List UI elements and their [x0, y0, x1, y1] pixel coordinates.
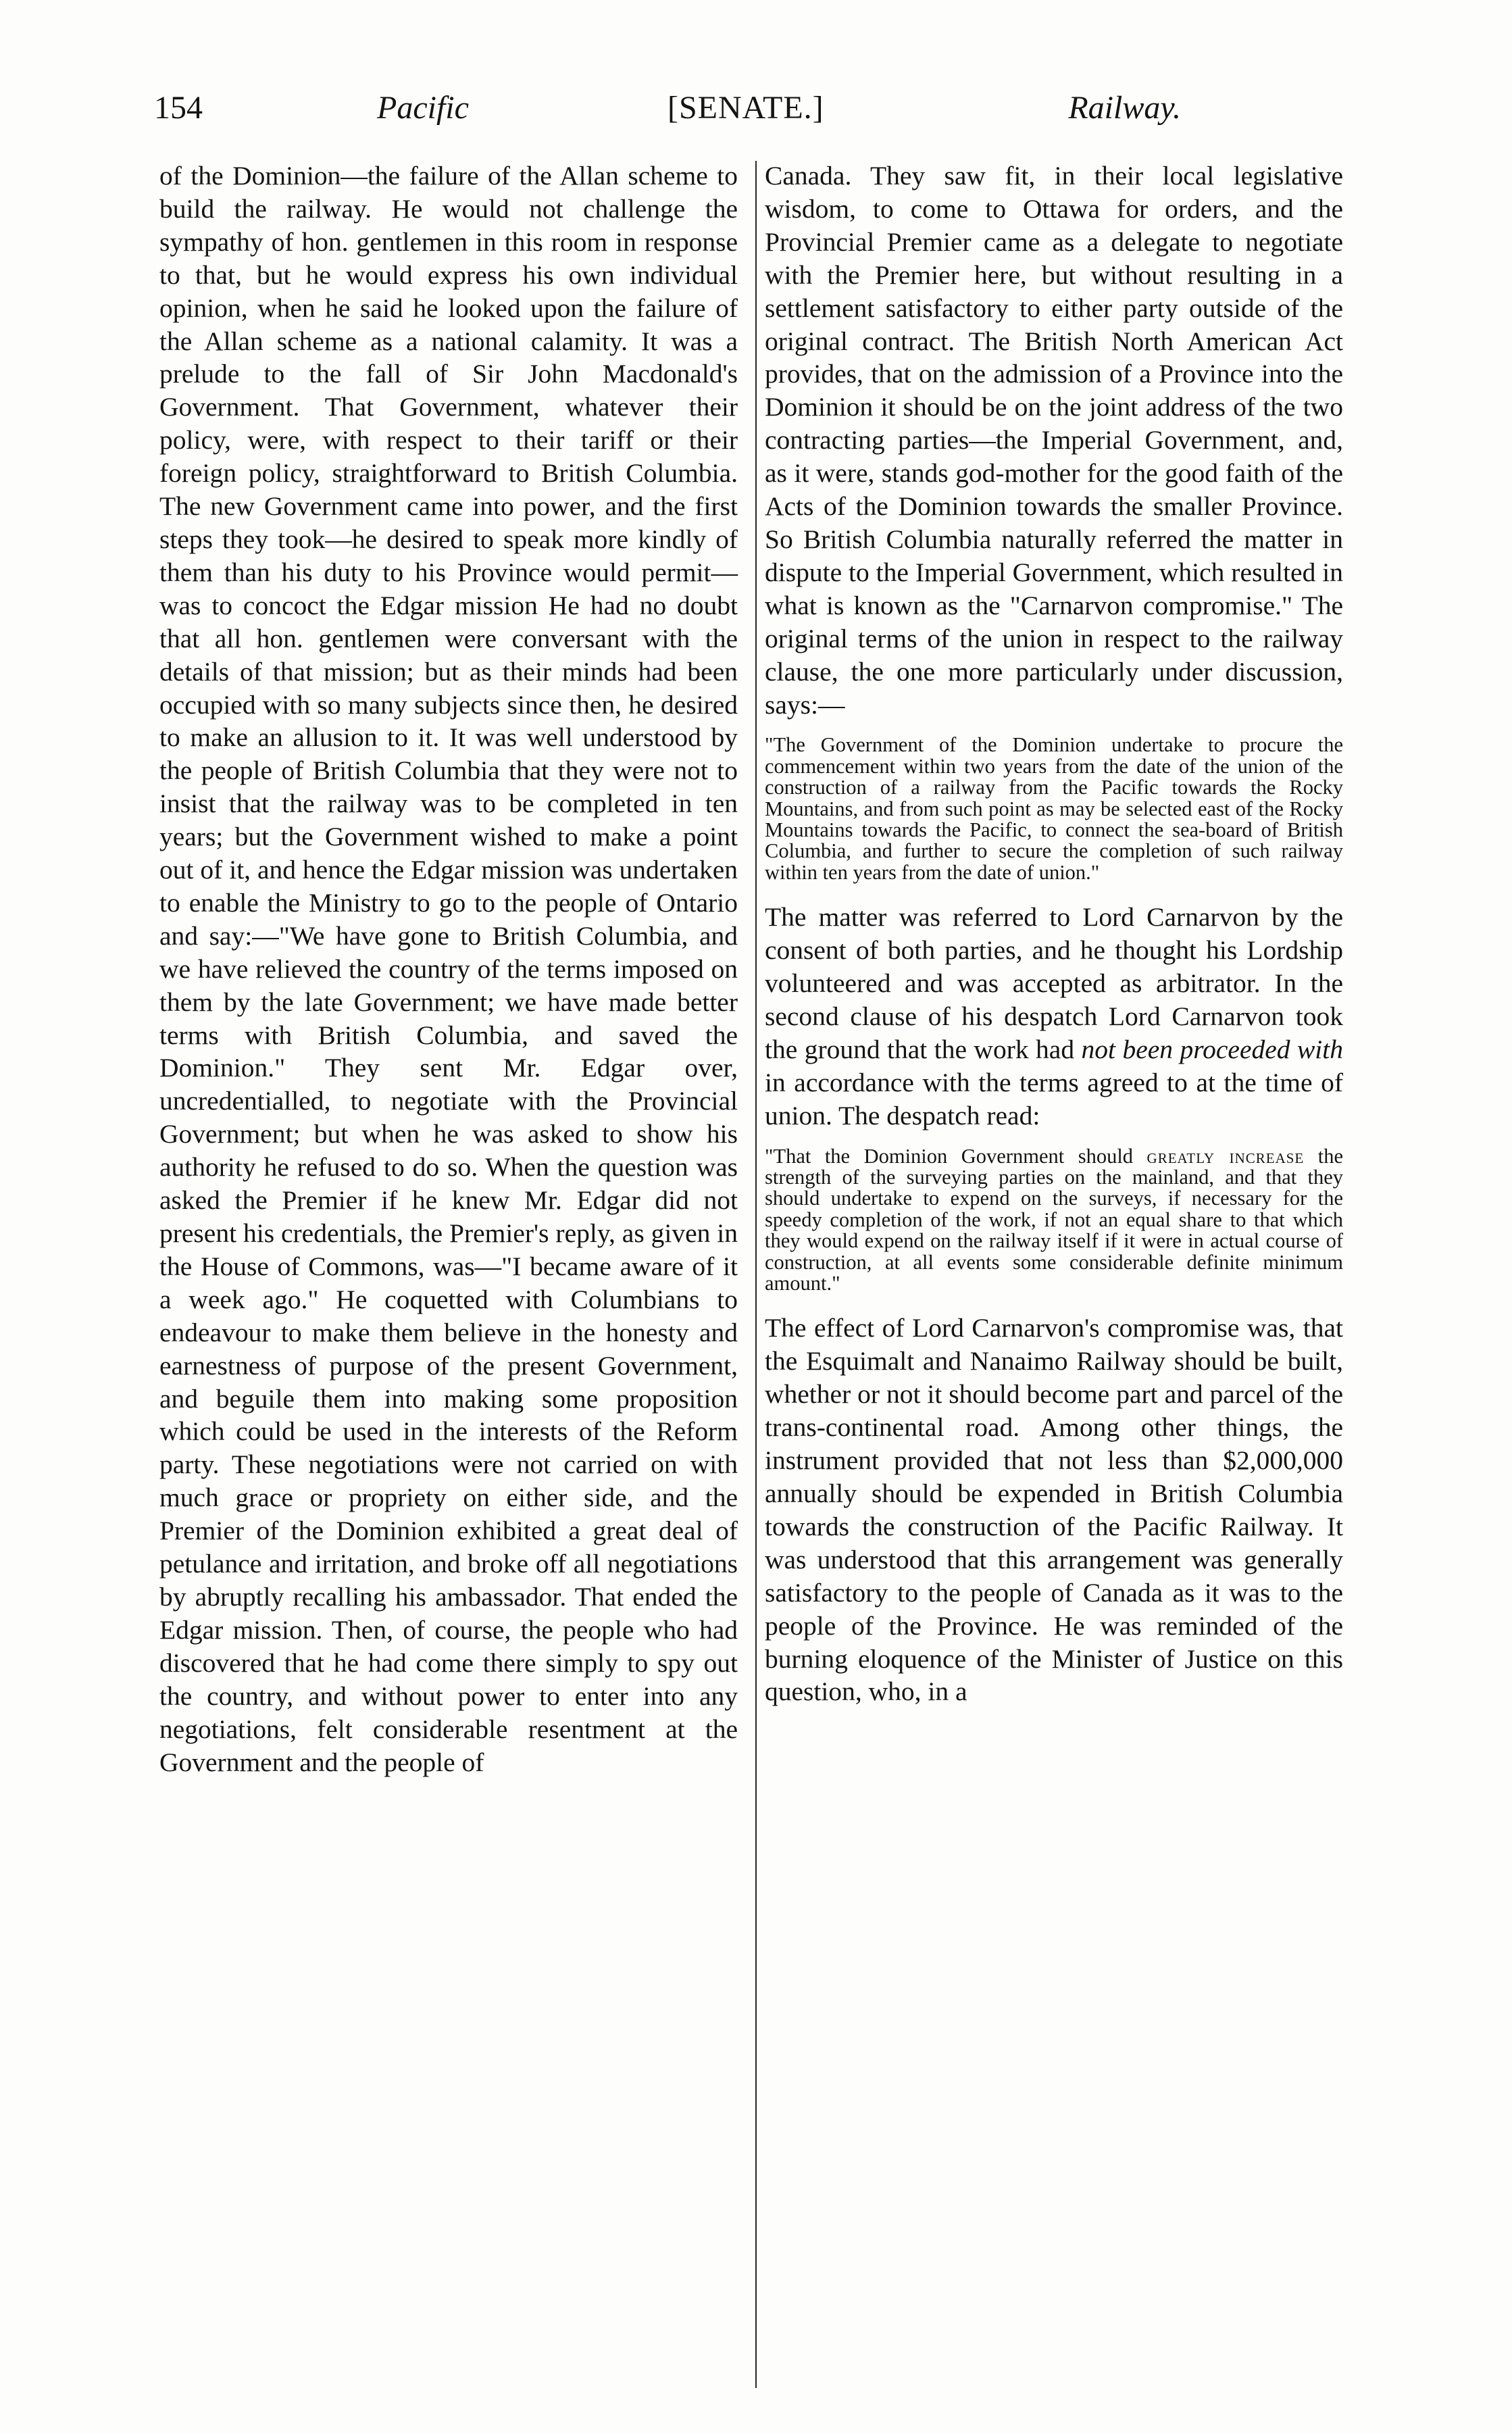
quoted-despatch	[765, 1146, 1343, 1295]
quote-text: "That the Dominion Government should	[765, 1144, 1147, 1168]
header-center-title: [SENATE.]	[667, 90, 824, 126]
paragraph-text: The matter was referred to Lord Carnarvon by the consent of both parties, and he thought his Lordship volunteered and was accepted as arbitrator. In the second clause of his despatch Lord Carnarvon took the ground that the work had	[765, 902, 1343, 1064]
header-right-title: Railway.	[1068, 90, 1181, 126]
italic-phrase: not been proceeded with	[1081, 1034, 1344, 1064]
right-column-paragraph-2	[765, 901, 1343, 1132]
left-column-paragraph: of the Dominion—the failure of the Allan scheme to build the railway. He would not challenge the sympathy of hon. gentlemen in this room in response to that, but he would express his own individual opinion, when he said he looked upon the failure of the Allan scheme as a national calamity. It was a prelude to the fall of Sir John Macdonald's Government. That Government, whatever their policy, were, with respect to their tariff or their foreign policy, straightforward to British Columbia. The new Government came into power, and the first steps they took—he desired to speak more kindly of them than his duty to his Province would permit—was to concoct the Edgar mission He had no doubt that all hon. gentlemen were conversant with the details of that mission; but as their minds had been occupied with so many subjects since then, he desired to make an allusion to it. It was well understood by the people of British Columbia that they were not to insist that the railway was to be completed in ten years; but the Government wished to make a point out of it, and hence the Edgar mission was undertaken to enable the Ministry to go to the people of Ontario and say:—"We have gone to British Columbia, and we have relieved the country of the terms imposed on them by the late Government; we have made better terms with British Columbia, and saved the Dominion." They sent Mr. Edgar over, uncredentialled, to negotiate with the Provincial Government; but when he was asked to show his authority he refused to do so. When the question was asked the Premier if he knew Mr. Edgar did not present his credentials, the Premier's reply, as given in the House of Commons, was—"I became aware of it a week ago." He coquetted with Columbians to endeavour to make them believe in the honesty and earnestness of purpose of the present Government, and beguile them into making some proposition which could be used in the interests of the Reform party. These negotiations were not carried on with much grace or propriety on either side, and the Premier of the Dominion exhibited a great deal of petulance and irritation, and broke off all negotiations by abruptly recalling his ambassador. That ended the Edgar mission. Then, of course, the people who had discovered that he had come there simply to spy out the country, and without power to enter into any negotiations, felt considerable resentment at the Government and the people of	[159, 161, 738, 1777]
small-caps-phrase: greatly increase	[1146, 1144, 1305, 1168]
quoted-terms-of-union: "The Government of the Dominion undertake to procure the commencement within two years from the date of the union of the construction of a railway from the Pacific towards the Rocky Mountains, and from such point as may be selected east of the Rocky Mountains towards the Pacific, to connect the sea-board of British Columbia, and further to secure the completion of such railway within ten years from the date of union."	[765, 733, 1343, 884]
page-number: 154	[154, 90, 203, 126]
paragraph-text: in accordance with the terms agreed to at the time of union. The despatch read:	[765, 1067, 1343, 1131]
left-column	[159, 159, 738, 1779]
running-header	[154, 89, 1181, 136]
right-column-paragraph-3: The effect of Lord Carnarvon's compromise was, that the Esquimalt and Nanaimo Railway should be built, whether or not it should become part and parcel of the trans-continental road. Among other things, the instrument provided that not less than $2,000,000 annually should be expended in British Columbia towards the construction of the Pacific Railway. It was understood that this arrangement was generally satisfactory to the people of Canada as it was to the people of the Province. He was reminded of the burning eloquence of the Minister of Justice on this question, who, in a	[765, 1313, 1343, 1707]
header-left-title: Pacific	[377, 90, 469, 126]
right-column	[765, 159, 1343, 1708]
right-column-paragraph-1: Canada. They saw fit, in their local legislative wisdom, to come to Ottawa for orders, and the Provincial Premier came as a delegate to negotiate with the Premier here, but without resulting in a settlement satisfactory to either party outside of the original contract. The British North American Act provides, that on the admission of a Province into the Dominion it should be on the joint address of the two contracting parties—the Imperial Government, and, as it were, stands god-mother for the good faith of the Acts of the Dominion towards the smaller Province. So British Columbia naturally referred the matter in dispute to the Imperial Government, which resulted in what is known as the "Carnarvon compromise." The original terms of the union in respect to the railway clause, the one more particularly under discussion, says:—	[765, 161, 1343, 720]
column-divider	[755, 161, 757, 2388]
quote-text: the strength of the surveying parties on the mainland, and that they should undertake to expend on the surveys, if necessary for the speedy completion of the work, if not an equal share to that which they would expend on the railway itself if it were in actual course of construction, at all events some considerable definite minimum amount."	[765, 1144, 1343, 1295]
